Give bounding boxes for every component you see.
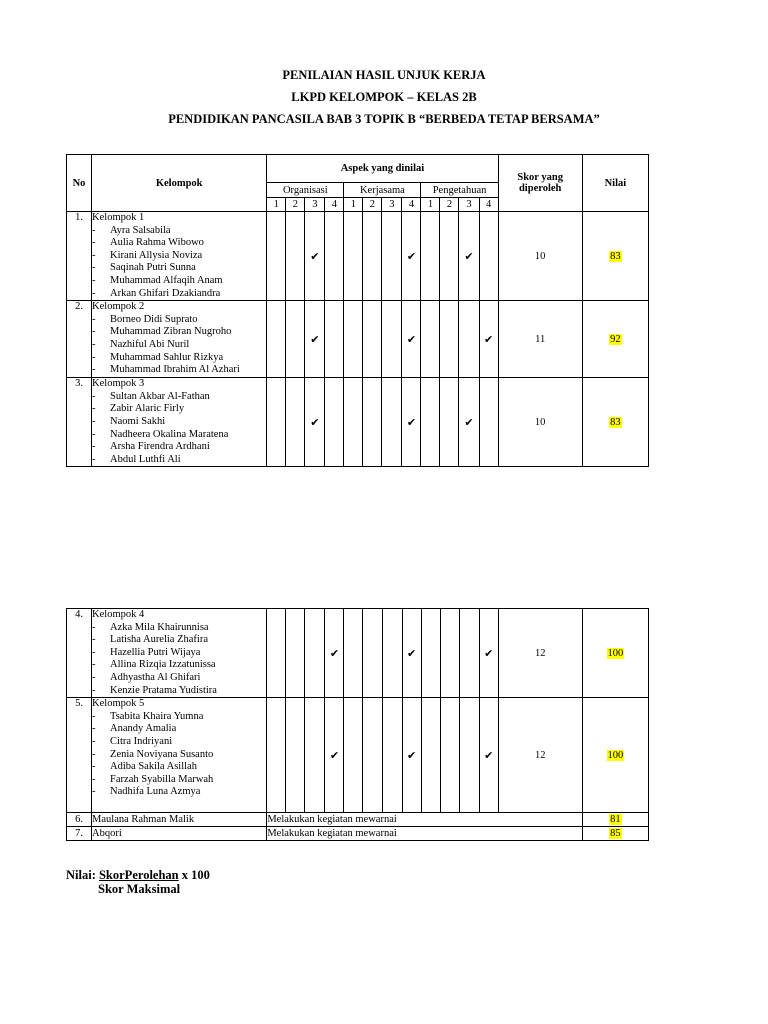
level-number: 2 (286, 198, 305, 212)
checkmark-icon: ✔ (459, 378, 479, 467)
score-cell (286, 698, 305, 813)
level-number: 2 (363, 198, 382, 212)
score-cell (344, 698, 363, 813)
group-cell (92, 301, 267, 378)
level-number: 1 (421, 198, 440, 212)
score-cell (382, 698, 402, 813)
score-cell (421, 301, 440, 378)
checkmark-icon: ✔ (402, 609, 421, 698)
member-list (92, 711, 266, 799)
group-name: Kelompok 1 (92, 212, 145, 223)
checkmark-icon: ✔ (479, 609, 498, 698)
grade-value: 100 (607, 647, 624, 659)
row-number: 2. (67, 301, 92, 378)
header-no: No (67, 155, 92, 212)
grade-value: 83 (610, 250, 621, 262)
score-cell (459, 301, 479, 378)
score-cell (344, 301, 363, 378)
member-name: - Borneo Didi Suprato (92, 314, 266, 327)
member-name: - Arkan Ghifari Dzakiandra (92, 288, 266, 301)
score-cell (267, 609, 286, 698)
table-row (67, 827, 649, 841)
member-name: - Anandy Amalia (92, 723, 266, 736)
member-name: - Nadhifa Luna Azmya (92, 786, 266, 799)
member-name: - Saqinah Putri Sunna (92, 262, 266, 275)
level-number: 4 (479, 198, 498, 212)
member-name: - Hazellia Putri Wijaya (92, 647, 266, 660)
grade-cell (582, 813, 648, 827)
member-name: - Nadheera Okalina Maratena (92, 429, 266, 442)
row-number: 5. (67, 698, 92, 813)
header-organisasi: Organisasi (267, 183, 344, 198)
member-name: - Adiba Sakila Asillah (92, 761, 266, 774)
score-cell (421, 698, 440, 813)
group-cell (92, 609, 267, 698)
header-skor: Skor yang diperoleh (498, 155, 582, 212)
title-line-1: PENILAIAN HASIL UNJUK KERJA (282, 68, 486, 82)
score-cell (305, 698, 325, 813)
grade-value: 92 (610, 333, 621, 345)
table-row (67, 378, 649, 467)
member-name: - Zabir Alaric Firly (92, 403, 266, 416)
checkmark-icon: ✔ (402, 698, 421, 813)
member-name: - Nazhiful Abi Nuril (92, 339, 266, 352)
score-cell (382, 301, 402, 378)
score-cell (421, 609, 440, 698)
grade-value: 81 (610, 814, 621, 826)
member-name: - Muhammad Zibran Nugroho (92, 326, 266, 339)
level-number: 3 (459, 198, 479, 212)
formula-numerator: SkorPerolehan (98, 868, 179, 882)
table-body (67, 212, 649, 467)
checkmark-icon: ✔ (402, 212, 421, 301)
header-nilai: Nilai (582, 155, 648, 212)
member-name: - Aulia Rahma Wibowo (92, 237, 266, 250)
member-name: - Citra Indriyani (92, 736, 266, 749)
score-cell (325, 212, 344, 301)
row-number: 1. (67, 212, 92, 301)
score-cell (421, 212, 440, 301)
grade-cell (582, 301, 648, 378)
table-body (67, 609, 649, 841)
checkmark-icon: ✔ (325, 609, 344, 698)
group-cell (92, 698, 267, 813)
member-name: - Azka Mila Khairunnisa (92, 622, 266, 635)
table-row (67, 698, 649, 813)
member-list (92, 391, 266, 467)
member-name: - Naomi Sakhi (92, 416, 266, 429)
member-name: - Ayra Salsabila (92, 225, 266, 238)
activity-note: Melakukan kegiatan mewarnai (267, 813, 583, 827)
score-cell (267, 301, 286, 378)
score-cell (459, 609, 479, 698)
score-cell (286, 609, 305, 698)
row-number: 3. (67, 378, 92, 467)
formula-label: Nilai: (66, 868, 96, 882)
score-value: 11 (498, 301, 582, 378)
level-number: 4 (402, 198, 421, 212)
level-number: 1 (267, 198, 286, 212)
member-name: - Allina Rizqia Izzatunissa (92, 659, 266, 672)
grade-cell (582, 609, 648, 698)
group-name: Kelompok 3 (92, 378, 145, 390)
score-cell (344, 609, 363, 698)
member-name: - Arsha Firendra Ardhani (92, 441, 266, 454)
score-cell (479, 378, 498, 467)
level-number: 3 (382, 198, 402, 212)
student-name: Abqori (92, 827, 267, 841)
score-value: 12 (498, 698, 582, 813)
score-cell (440, 301, 459, 378)
score-cell (325, 301, 344, 378)
score-cell (267, 698, 286, 813)
formula-times: x 100 (181, 868, 210, 882)
checkmark-icon: ✔ (305, 212, 325, 301)
score-cell (440, 378, 459, 467)
grade-value: 83 (610, 416, 621, 428)
score-cell (363, 609, 382, 698)
title-line-2: LKPD KELOMPOK – KELAS 2B (291, 90, 477, 104)
checkmark-icon: ✔ (325, 698, 344, 813)
score-cell (267, 212, 286, 301)
checkmark-icon: ✔ (459, 212, 479, 301)
score-cell (305, 609, 325, 698)
score-cell (440, 609, 459, 698)
score-cell (344, 378, 363, 467)
member-name: - Farzah Syabilla Marwah (92, 774, 266, 787)
checkmark-icon: ✔ (305, 378, 325, 467)
checkmark-icon: ✔ (479, 301, 498, 378)
member-name: - Muhammad Alfaqih Anam (92, 275, 266, 288)
member-name: - Abdul Luthfi Ali (92, 454, 266, 467)
group-cell (92, 212, 267, 301)
header-aspek: Aspek yang dinilai (267, 155, 498, 183)
table-row (67, 813, 649, 827)
level-number: 4 (325, 198, 344, 212)
level-number: 3 (305, 198, 325, 212)
row-number: 4. (67, 609, 92, 698)
grading-formula (66, 868, 210, 896)
group-name: Kelompok 5 (92, 698, 145, 710)
score-cell (382, 609, 402, 698)
member-list (92, 225, 266, 301)
score-cell (344, 212, 363, 301)
grade-cell (582, 698, 648, 813)
score-cell (267, 378, 286, 467)
assessment-table-continued (66, 608, 649, 841)
row-number: 6. (67, 813, 92, 827)
member-name: - Sultan Akbar Al-Fathan (92, 391, 266, 404)
score-cell (479, 212, 498, 301)
grade-cell (582, 827, 648, 841)
member-name: - Adhyastha Al Ghifari (92, 672, 266, 685)
score-cell (363, 301, 382, 378)
table-row (67, 609, 649, 698)
grade-cell (582, 212, 648, 301)
assessment-table (66, 154, 649, 467)
score-value: 10 (498, 378, 582, 467)
header-kerjasama: Kerjasama (344, 183, 421, 198)
score-cell (363, 698, 382, 813)
group-name: Kelompok 2 (92, 301, 145, 313)
group-cell (92, 378, 267, 467)
checkmark-icon: ✔ (402, 378, 421, 467)
member-name: - Zenia Noviyana Susanto (92, 749, 266, 762)
header-kelompok: Kelompok (92, 155, 267, 212)
table-row (67, 212, 649, 301)
score-cell (363, 378, 382, 467)
student-name: Maulana Rahman Malik (92, 813, 267, 827)
title-line-3: PENDIDIKAN PANCASILA BAB 3 TOPIK B “BERBEDA TETAP BERSAMA” (168, 112, 600, 126)
score-cell (382, 378, 402, 467)
score-cell (440, 698, 459, 813)
member-name: - Kirani Allysia Noviza (92, 250, 266, 263)
formula-denominator: Skor Maksimal (98, 882, 181, 896)
grade-value: 85 (610, 828, 621, 840)
checkmark-icon: ✔ (402, 301, 421, 378)
score-value: 12 (498, 609, 582, 698)
score-cell (286, 378, 305, 467)
score-cell (421, 378, 440, 467)
score-cell (286, 212, 305, 301)
group-name: Kelompok 4 (92, 609, 145, 620)
level-number: 1 (344, 198, 363, 212)
member-list (92, 314, 266, 377)
activity-note: Melakukan kegiatan mewarnai (267, 827, 583, 841)
member-list (92, 622, 266, 698)
checkmark-icon: ✔ (479, 698, 498, 813)
score-value: 10 (498, 212, 582, 301)
score-cell (382, 212, 402, 301)
header-pengetahuan: Pengetahuan (421, 183, 498, 198)
checkmark-icon: ✔ (305, 301, 325, 378)
table-row (67, 301, 649, 378)
score-cell (440, 212, 459, 301)
score-cell (325, 378, 344, 467)
document-title (0, 64, 768, 130)
member-name: - Tsabita Khaira Yumna (92, 711, 266, 724)
member-name: - Latisha Aurelia Zhafira (92, 634, 266, 647)
member-name: - Muhammad Sahlur Rizkya (92, 352, 266, 365)
level-number: 2 (440, 198, 459, 212)
grade-value: 100 (607, 749, 624, 761)
grade-cell (582, 378, 648, 467)
member-name: - Kenzie Pratama Yudistira (92, 685, 266, 698)
member-name: - Muhammad Ibrahim Al Azhari (92, 364, 266, 377)
score-cell (459, 698, 479, 813)
score-cell (363, 212, 382, 301)
row-number: 7. (67, 827, 92, 841)
score-cell (286, 301, 305, 378)
